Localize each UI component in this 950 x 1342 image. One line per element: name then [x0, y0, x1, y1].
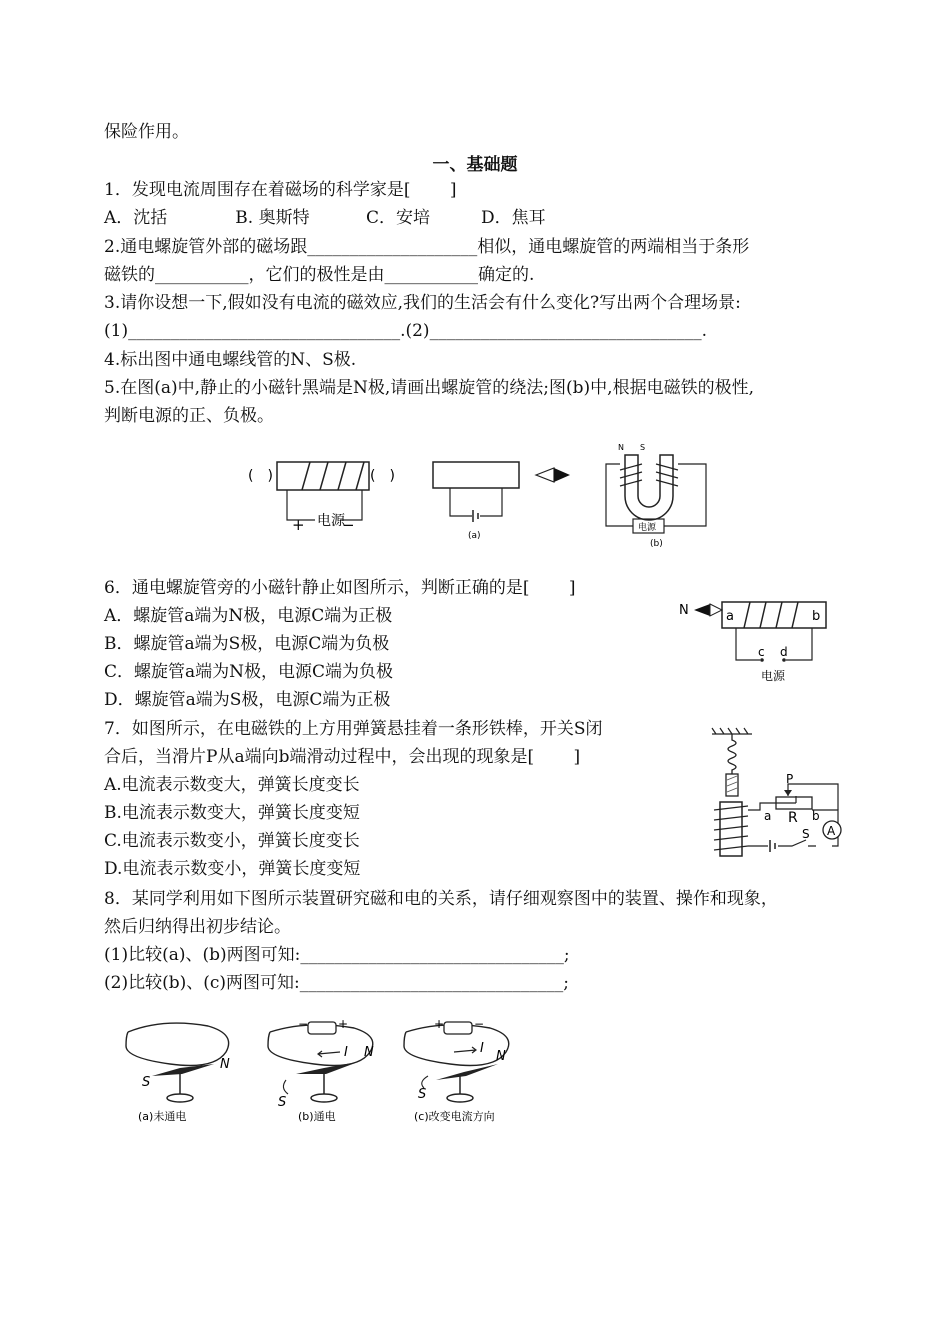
circuit-b-wire [606, 464, 706, 526]
intro-text: 保险作用。 [104, 122, 189, 142]
pole-s-label: S [640, 443, 646, 452]
q2-line1: 2.通电螺旋管外部的磁场跟____________________相似，通电螺旋管的两端相当于条形 [104, 237, 750, 257]
plus-c: + [434, 1018, 445, 1031]
ceiling-hatch [712, 728, 752, 734]
resistor-r-label: R [788, 810, 798, 826]
source-label-q6: 电源 [761, 669, 786, 683]
label-s-a: S [142, 1075, 151, 1090]
needle-black-icon [694, 604, 710, 616]
iron-bar [726, 774, 738, 796]
q8-line1: 8．某同学利用如下图所示装置研究磁和电的关系，请仔细观察图中的装置、操作和现象， [104, 889, 778, 909]
label-s-c: S [418, 1087, 427, 1102]
needle-n-label: N [679, 603, 689, 618]
label-n-c: N [496, 1049, 506, 1064]
left-pole-paren: ( ) [248, 468, 273, 484]
q1-stem: 1．发现电流周围存在着磁场的科学家是[ ] [104, 180, 457, 200]
solenoid-q6 [722, 602, 826, 628]
label-n-b: N [364, 1045, 374, 1060]
base-b [311, 1094, 337, 1102]
minus-b: − [298, 1018, 309, 1031]
battery-q7 [770, 840, 775, 852]
terminal-d-label: d [780, 645, 788, 659]
plus-b: + [338, 1018, 349, 1031]
terminal-c-label: c [758, 645, 765, 659]
q6-option-c: C．螺旋管a端为N极，电源C端为负极 [104, 662, 394, 682]
q7-option-c: C.电流表示数变小，弹簧长度变长 [104, 831, 360, 851]
res-a-label: a [764, 809, 772, 823]
q8-line3: (1)比较(a)、(b)两图可知:_______________________________; [104, 945, 570, 965]
caption-8a: (a)未通电 [138, 1110, 187, 1123]
magnet-coils [620, 464, 678, 486]
battery-b [308, 1022, 336, 1034]
q6-option-d: D．螺旋管a端为S极，电源C端为正极 [104, 690, 391, 710]
compass-needle-black-icon [554, 468, 570, 482]
switch-s-label: S [802, 827, 810, 841]
source-label-b: 电源 [638, 523, 657, 533]
q4-text: 4.标出图中通电螺线管的N、S极. [104, 350, 357, 370]
source-label: 电源 [317, 513, 345, 529]
q8-figure [118, 1018, 518, 1124]
caption-a: (a) [468, 531, 481, 541]
caption-8c: (c)改变电流方向 [414, 1110, 495, 1123]
rotation-arrow-b-icon [283, 1080, 288, 1094]
current-arrow-b-icon [318, 1051, 340, 1057]
coil-q6 [744, 602, 798, 628]
spring [728, 734, 736, 774]
needle-b-icon [296, 1062, 358, 1074]
caption-8b: (b)通电 [298, 1110, 336, 1123]
q5-figure [240, 440, 720, 552]
q6-option-b: B．螺旋管a端为S极，电源C端为负极 [104, 634, 390, 654]
minus-c: − [474, 1018, 485, 1031]
q8-line2: 然后归纳得出初步结论。 [104, 917, 291, 937]
battery-c [444, 1022, 472, 1034]
q5-line1: 5.在图(a)中,静止的小磁针黑端是N极,请画出螺旋管的绕法;图(b)中,根据电磁铁的极性, [104, 378, 754, 398]
solenoid-a [433, 462, 519, 488]
q6-figure [674, 598, 834, 686]
q7-option-d: D.电流表示数变小，弹簧长度变短 [104, 859, 361, 879]
electromagnet-coil [714, 806, 748, 850]
wire-loop-a [126, 1023, 229, 1065]
base-c [447, 1094, 473, 1102]
label-s-b: S [278, 1095, 287, 1110]
compass-needle-white-icon [536, 468, 554, 482]
current-i-b: I [344, 1045, 348, 1060]
q6-option-a: A．螺旋管a端为N极，电源C端为正极 [104, 606, 393, 626]
q7-figure [708, 724, 848, 862]
slider-arrow-icon [784, 790, 792, 796]
u-magnet [625, 455, 673, 520]
q1-options: A．沈括 B. 奥斯特 C．安培 D．焦耳 [104, 208, 546, 228]
circuit-a-wire [450, 488, 502, 516]
q6-stem: 6．通电螺旋管旁的小磁针静止如图所示，判断正确的是[ ] [104, 578, 576, 598]
end-b-label: b [812, 609, 821, 624]
base-a [167, 1094, 193, 1102]
q7-option-b: B.电流表示数变大，弹簧长度变短 [104, 803, 360, 823]
q3-line2: (1)________________________________.(2)________________________________. [104, 321, 707, 341]
needle-c-icon [436, 1064, 498, 1080]
minus-sign: − [342, 516, 355, 534]
needle-white-icon [710, 604, 722, 616]
end-a-label: a [726, 609, 734, 624]
section-title: 一、基础题 [432, 155, 518, 175]
right-pole-paren: ( ) [370, 468, 395, 484]
solenoid-coil [302, 462, 364, 490]
q7-line1: 7．如图所示，在电磁铁的上方用弹簧悬挂着一条形铁棒，开关S闭 [104, 719, 603, 739]
plus-sign: + [292, 516, 305, 534]
q7-option-a: A.电流表示数变大，弹簧长度变长 [104, 775, 360, 795]
q5-line2: 判断电源的正、负极。 [104, 406, 274, 426]
q7-line2: 合后，当滑片P从a端向b端滑动过程中，会出现的现象是[ ] [104, 747, 581, 767]
caption-b: (b) [650, 539, 663, 549]
q3-line1: 3.请你设想一下,假如没有电流的磁效应,我们的生活会有什么变化?写出两个合理场景: [104, 293, 741, 313]
iron-bar-hatch [727, 776, 737, 792]
solenoid-core [277, 462, 369, 490]
current-i-c: I [480, 1041, 484, 1056]
battery-a [473, 510, 478, 522]
res-b-label: b [812, 809, 820, 823]
ammeter-label: A [827, 824, 836, 838]
label-n-a: N [220, 1057, 230, 1072]
q8-line4: (2)比较(b)、(c)两图可知:_______________________________; [104, 973, 569, 993]
current-arrow-c-icon [454, 1047, 476, 1053]
circuit-q6-wire [736, 628, 812, 660]
q2-line2: 磁铁的___________，它们的极性是由___________确定的. [104, 265, 535, 285]
pole-n-label: N [618, 443, 624, 452]
slider-p-label: P [786, 772, 794, 786]
